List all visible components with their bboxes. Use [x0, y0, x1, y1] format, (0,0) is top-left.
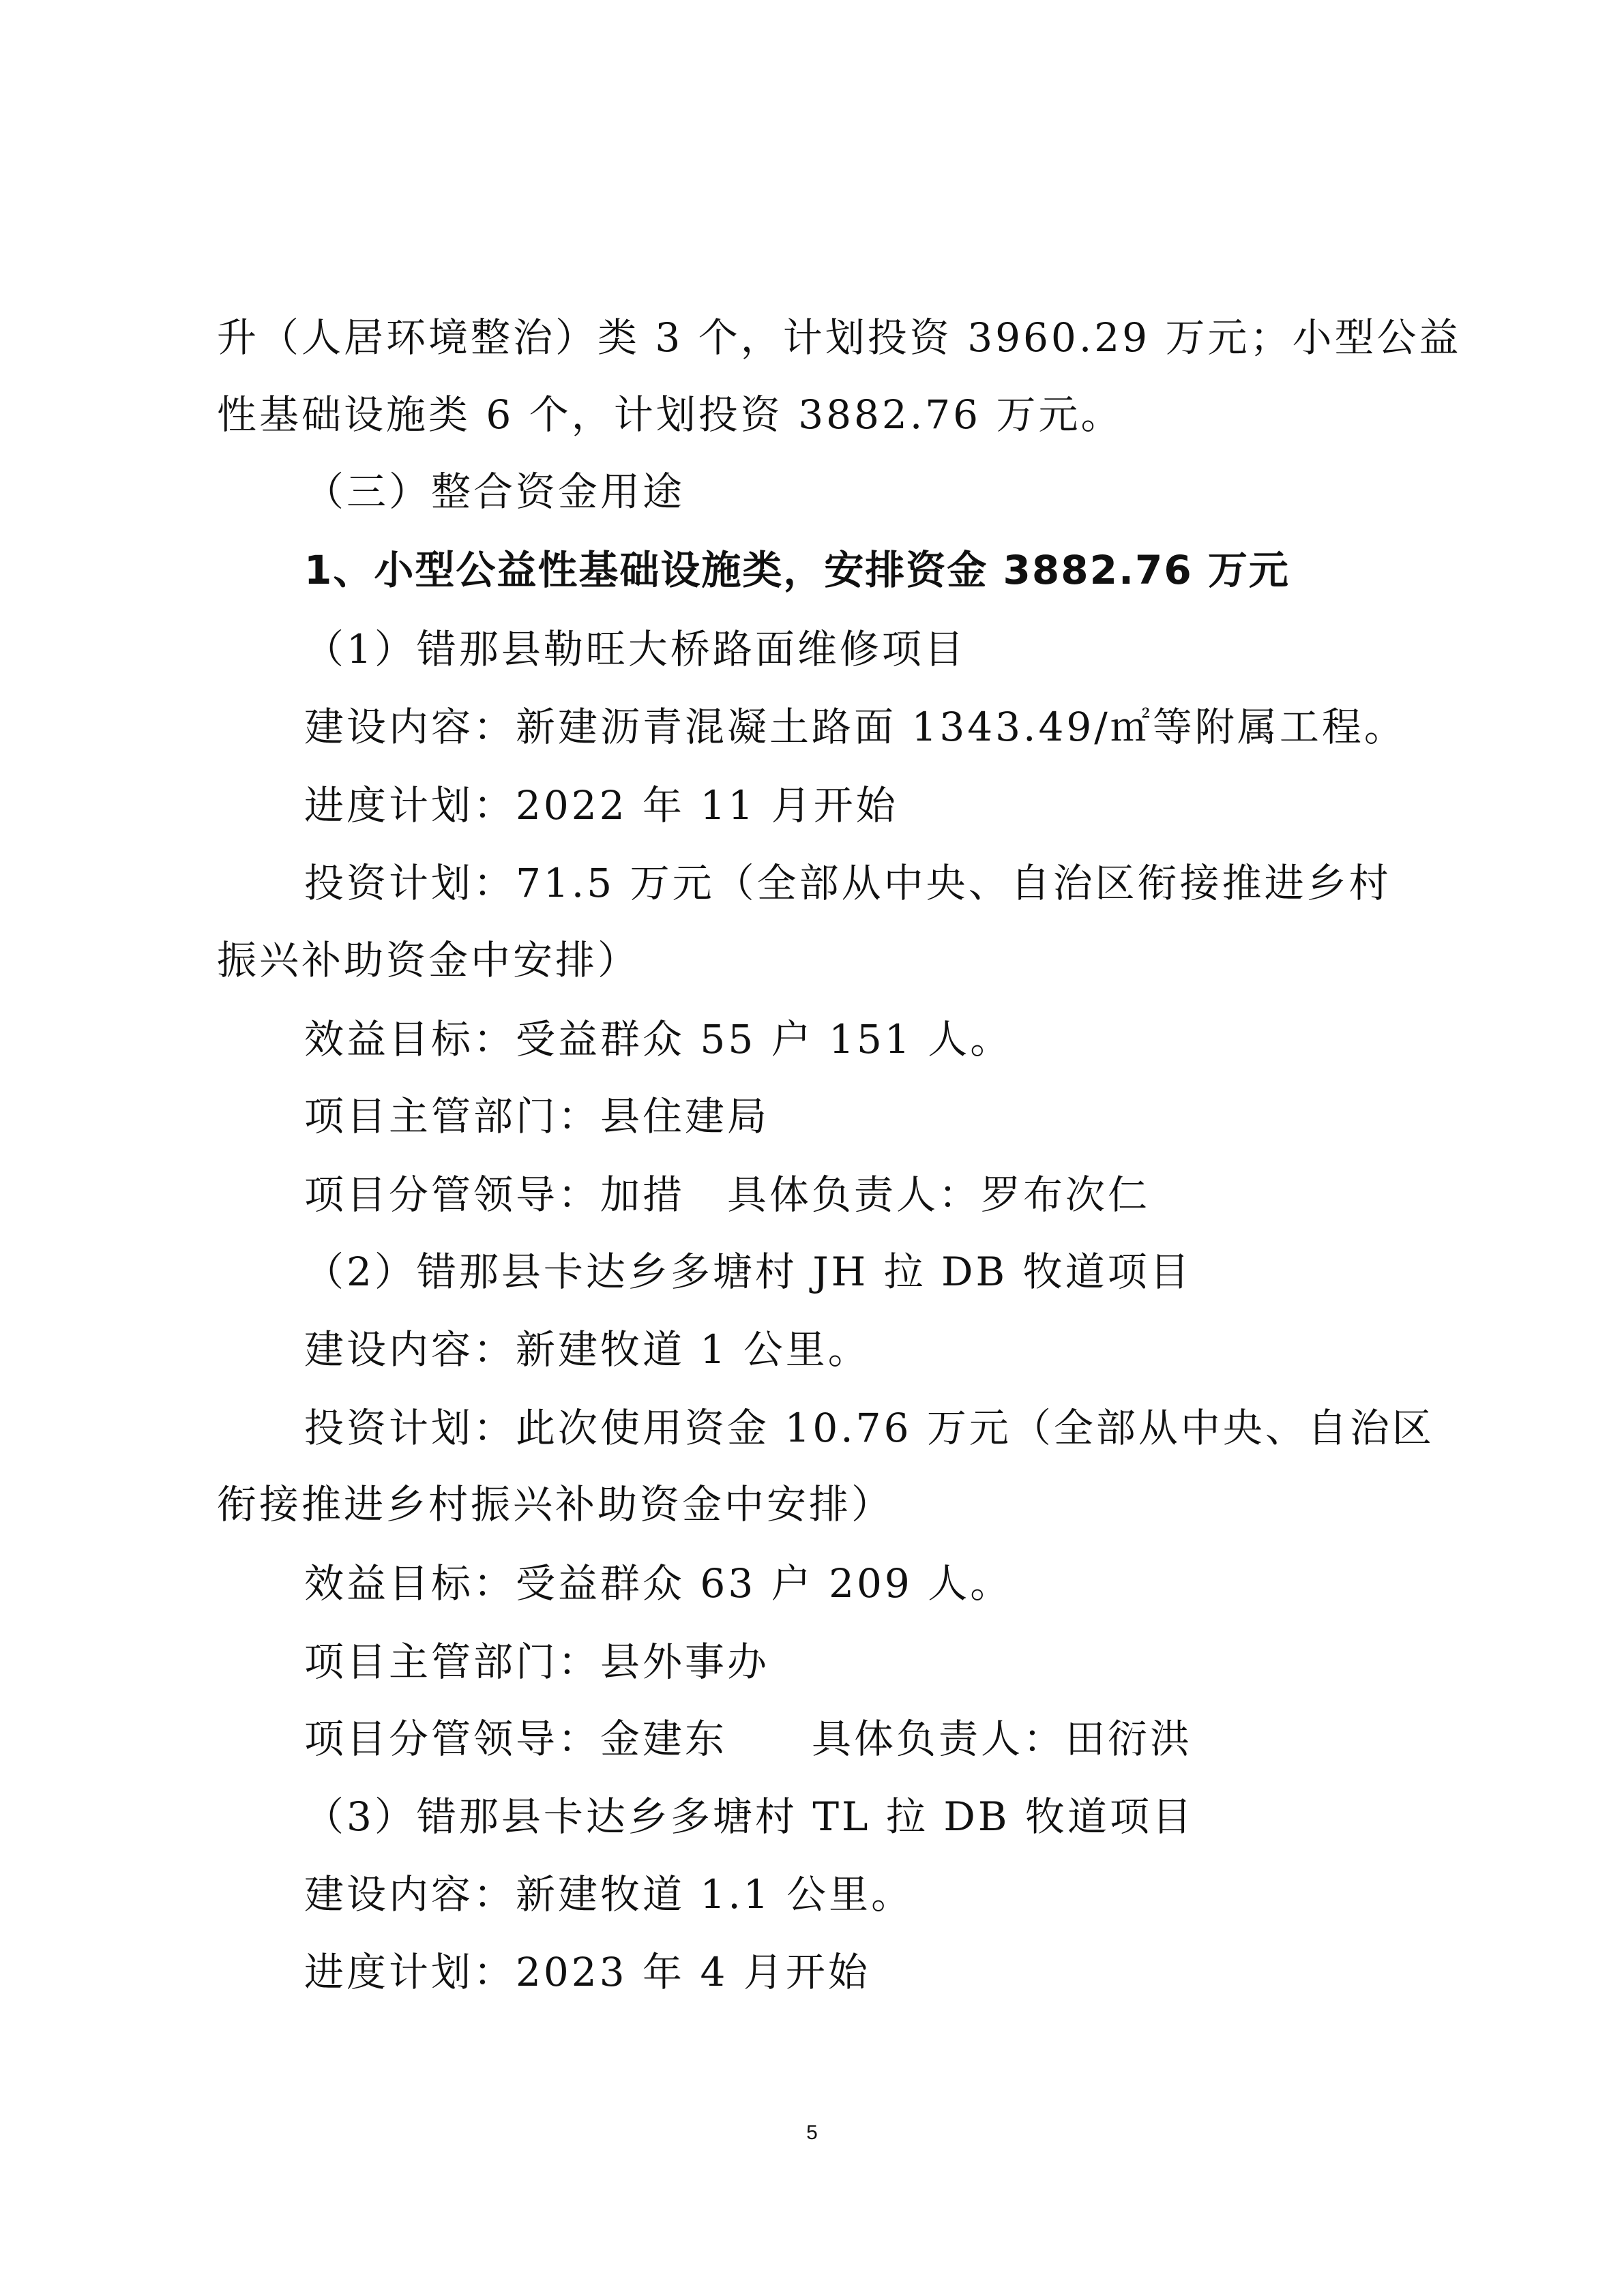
- section-heading: （三）整合资金用途: [304, 468, 685, 515]
- subsection-heading: 1、小型公益性基础设施类，安排资金 3882.76 万元: [304, 547, 1290, 593]
- paragraph-line: 衔接推进乡村振兴补助资金中安排）: [217, 1481, 894, 1527]
- project-title: （3）错那县卡达乡多塘村 TL 拉 DB 牧道项目: [304, 1793, 1194, 1840]
- paragraph-line: 效益目标：受益群众 63 户 209 人。: [304, 1560, 1013, 1607]
- paragraph-line: 振兴补助资金中安排）: [217, 937, 640, 983]
- paragraph-line: 项目分管领导：金建东 具体负责人：田衍洪: [304, 1716, 1193, 1762]
- paragraph-line: 建设内容：新建沥青混凝土路面 1343.49/㎡等附属工程。: [304, 704, 1406, 750]
- paragraph-line: 升（人居环境整治）类 3 个，计划投资 3960.29 万元；小型公益: [217, 314, 1462, 361]
- project-title: （2）错那县卡达乡多塘村 JH 拉 DB 牧道项目: [304, 1249, 1192, 1295]
- paragraph-line: 投资计划：此次使用资金 10.76 万元（全部从中央、自治区: [304, 1405, 1434, 1451]
- project-title: （1）错那县勒旺大桥路面维修项目: [304, 626, 966, 672]
- paragraph-line: 项目主管部门：县住建局: [304, 1093, 770, 1139]
- paragraph-line: 效益目标：受益群众 55 户 151 人。: [304, 1016, 1013, 1062]
- paragraph-line: 进度计划：2022 年 11 月开始: [304, 782, 898, 829]
- paragraph-line: 性基础设施类 6 个，计划投资 3882.76 万元。: [217, 391, 1123, 438]
- paragraph-line: 投资计划：71.5 万元（全部从中央、自治区衔接推进乡村: [304, 860, 1391, 906]
- page-number: 5: [806, 2121, 818, 2144]
- paragraph-line: 项目分管领导：加措 具体负责人：罗布次仁: [304, 1172, 1151, 1218]
- paragraph-line: 项目主管部门：县外事办: [304, 1639, 770, 1685]
- paragraph-line: 进度计划：2023 年 4 月开始: [304, 1949, 870, 1995]
- paragraph-line: 建设内容：新建牧道 1.1 公里。: [304, 1871, 914, 1918]
- paragraph-line: 建设内容：新建牧道 1 公里。: [304, 1326, 870, 1373]
